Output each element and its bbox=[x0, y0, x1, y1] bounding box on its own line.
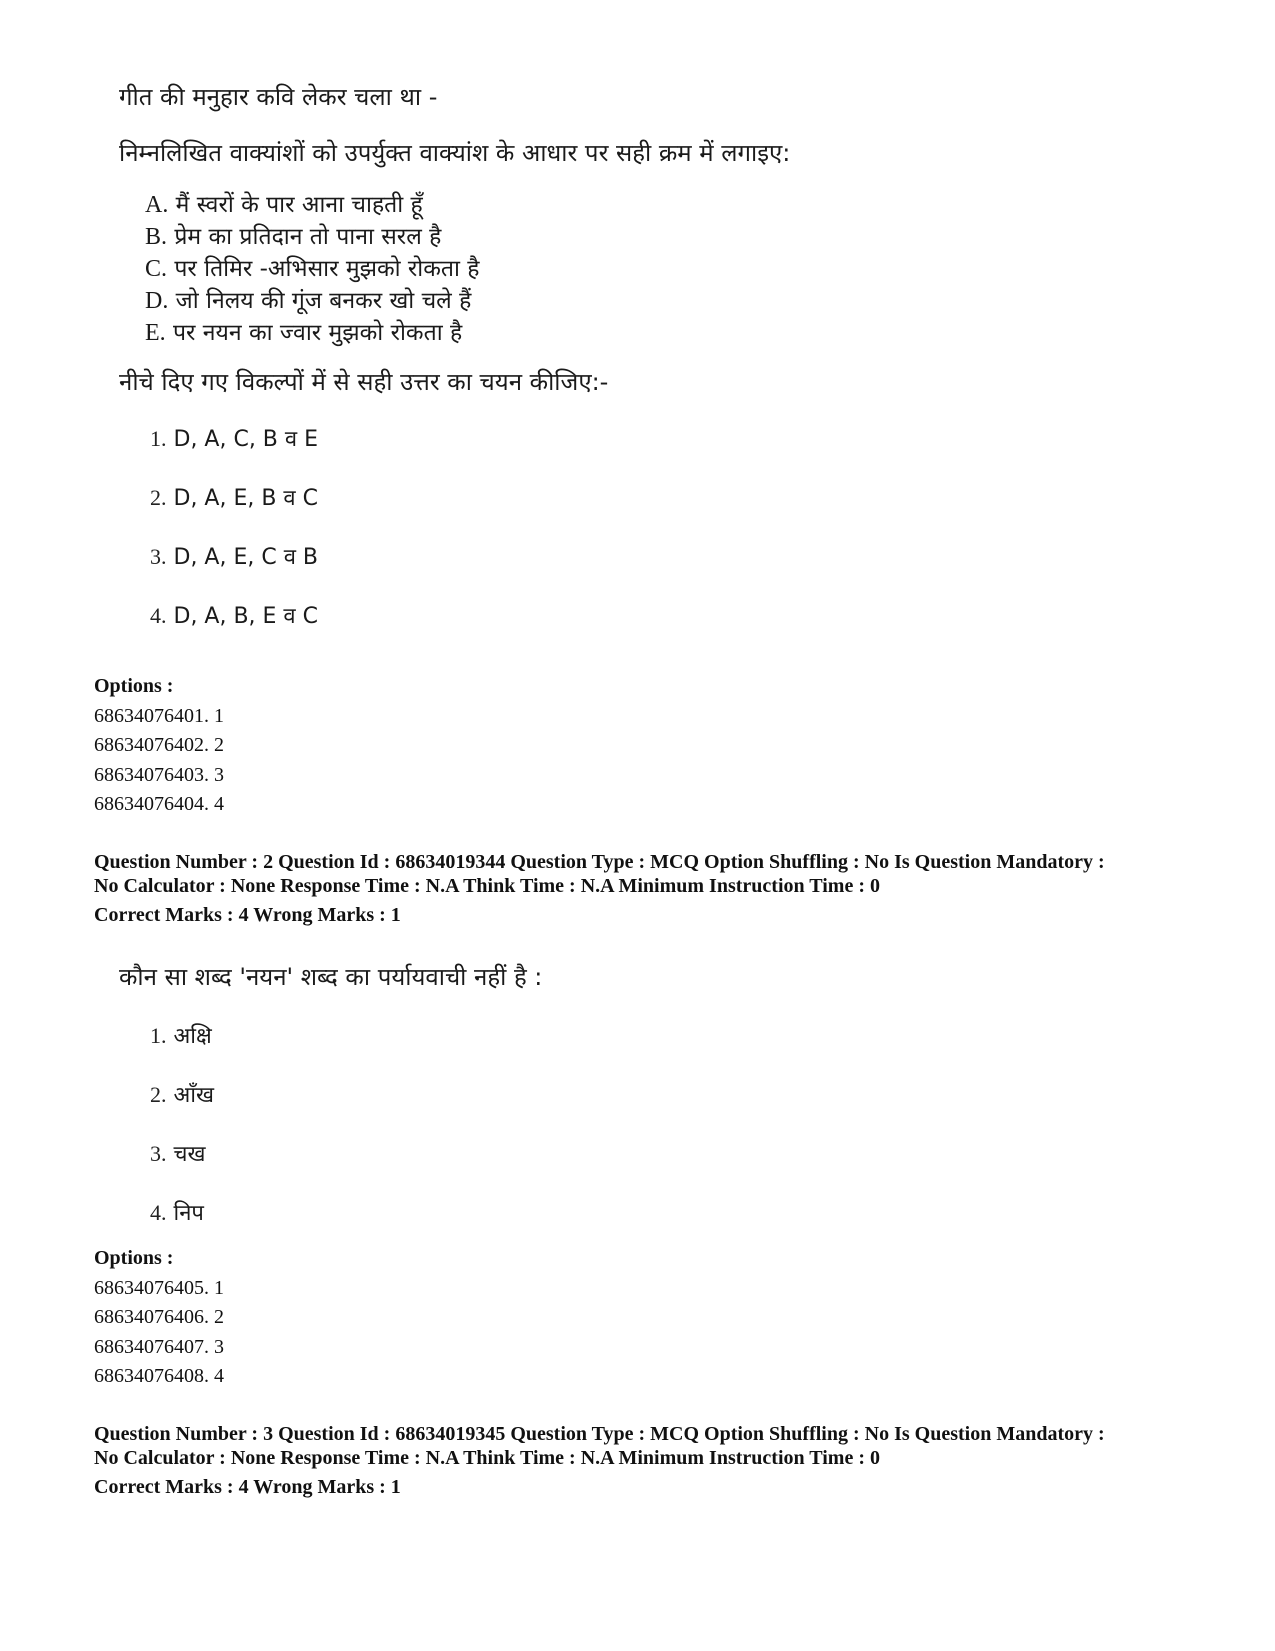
q1-heading: गीत की मनुहार कवि लेकर चला था - bbox=[119, 83, 438, 111]
q1-options bbox=[94, 672, 224, 820]
q2-choice: 4. निप bbox=[150, 1200, 204, 1226]
q1-choice: 3. D, A, E, C व B bbox=[150, 544, 319, 570]
options-title: Options : bbox=[94, 1247, 174, 1269]
q2-choice: 2. आँख bbox=[150, 1082, 214, 1108]
q1-prompt: नीचे दिए गए विकल्पों में से सही उत्तर का चयन कीजिए:- bbox=[119, 368, 609, 396]
option-id: 68634076407. 3 bbox=[94, 1335, 224, 1358]
option-id: 68634076404. 4 bbox=[94, 793, 224, 815]
question-meta-line: No Calculator : None Response Time : N.A Think Time : N.A Minimum Instruction Time : 0 bbox=[94, 875, 880, 897]
q1-choice-list bbox=[150, 423, 318, 659]
question-marks: Correct Marks : 4 Wrong Marks : 1 bbox=[94, 904, 401, 926]
q1-statement: B. प्रेम का प्रतिदान तो पाना सरल है bbox=[145, 224, 442, 250]
q1-choice: 4. D, A, B, E व C bbox=[150, 603, 319, 629]
option-id: 68634076408. 4 bbox=[94, 1365, 224, 1387]
q1-choice: 2. D, A, E, B व C bbox=[150, 485, 319, 511]
q1-statement: D. जो निलय की गूंज बनकर खो चले हैं bbox=[145, 288, 472, 314]
q1-statement: C. पर तिमिर -अभिसार मुझको रोकता है bbox=[145, 256, 480, 282]
q1-statement-list bbox=[145, 189, 480, 349]
q2-choice: 1. अक्षि bbox=[150, 1023, 212, 1049]
question-meta-line: No Calculator : None Response Time : N.A Think Time : N.A Minimum Instruction Time : 0 bbox=[94, 1447, 880, 1469]
q2-choice-list bbox=[150, 1020, 214, 1256]
q1-statement: A. मैं स्वरों के पार आना चाहती हूँ bbox=[145, 192, 423, 218]
q1-statement: E. पर नयन का ज्वार मुझको रोकता है bbox=[145, 320, 463, 346]
q2-options bbox=[94, 1244, 224, 1392]
q1-choice: 1. D, A, C, B व E bbox=[150, 426, 319, 452]
option-id: 68634076403. 3 bbox=[94, 763, 224, 786]
option-id: 68634076406. 2 bbox=[94, 1306, 224, 1328]
option-id: 68634076401. 1 bbox=[94, 704, 224, 727]
option-id: 68634076405. 1 bbox=[94, 1276, 224, 1299]
options-title: Options : bbox=[94, 675, 174, 697]
q3-meta bbox=[94, 1422, 1194, 1499]
question-meta-line: Question Number : 2 Question Id : 68634019344 Question Type : MCQ Option Shuffling : No Is Question Mandatory : bbox=[94, 851, 1105, 873]
q2-choice: 3. चख bbox=[150, 1141, 206, 1167]
q1-instruction: निम्नलिखित वाक्यांशों को उपर्युक्त वाक्यांश के आधार पर सही क्रम में लगाइए: bbox=[119, 139, 791, 167]
question-marks: Correct Marks : 4 Wrong Marks : 1 bbox=[94, 1476, 401, 1498]
q2-meta bbox=[94, 850, 1194, 927]
option-id: 68634076402. 2 bbox=[94, 734, 224, 756]
q2-question: कौन सा शब्द 'नयन' शब्द का पर्यायवाची नहीं है : bbox=[119, 963, 543, 991]
question-meta-line: Question Number : 3 Question Id : 68634019345 Question Type : MCQ Option Shuffling : No Is Question Mandatory : bbox=[94, 1423, 1105, 1445]
